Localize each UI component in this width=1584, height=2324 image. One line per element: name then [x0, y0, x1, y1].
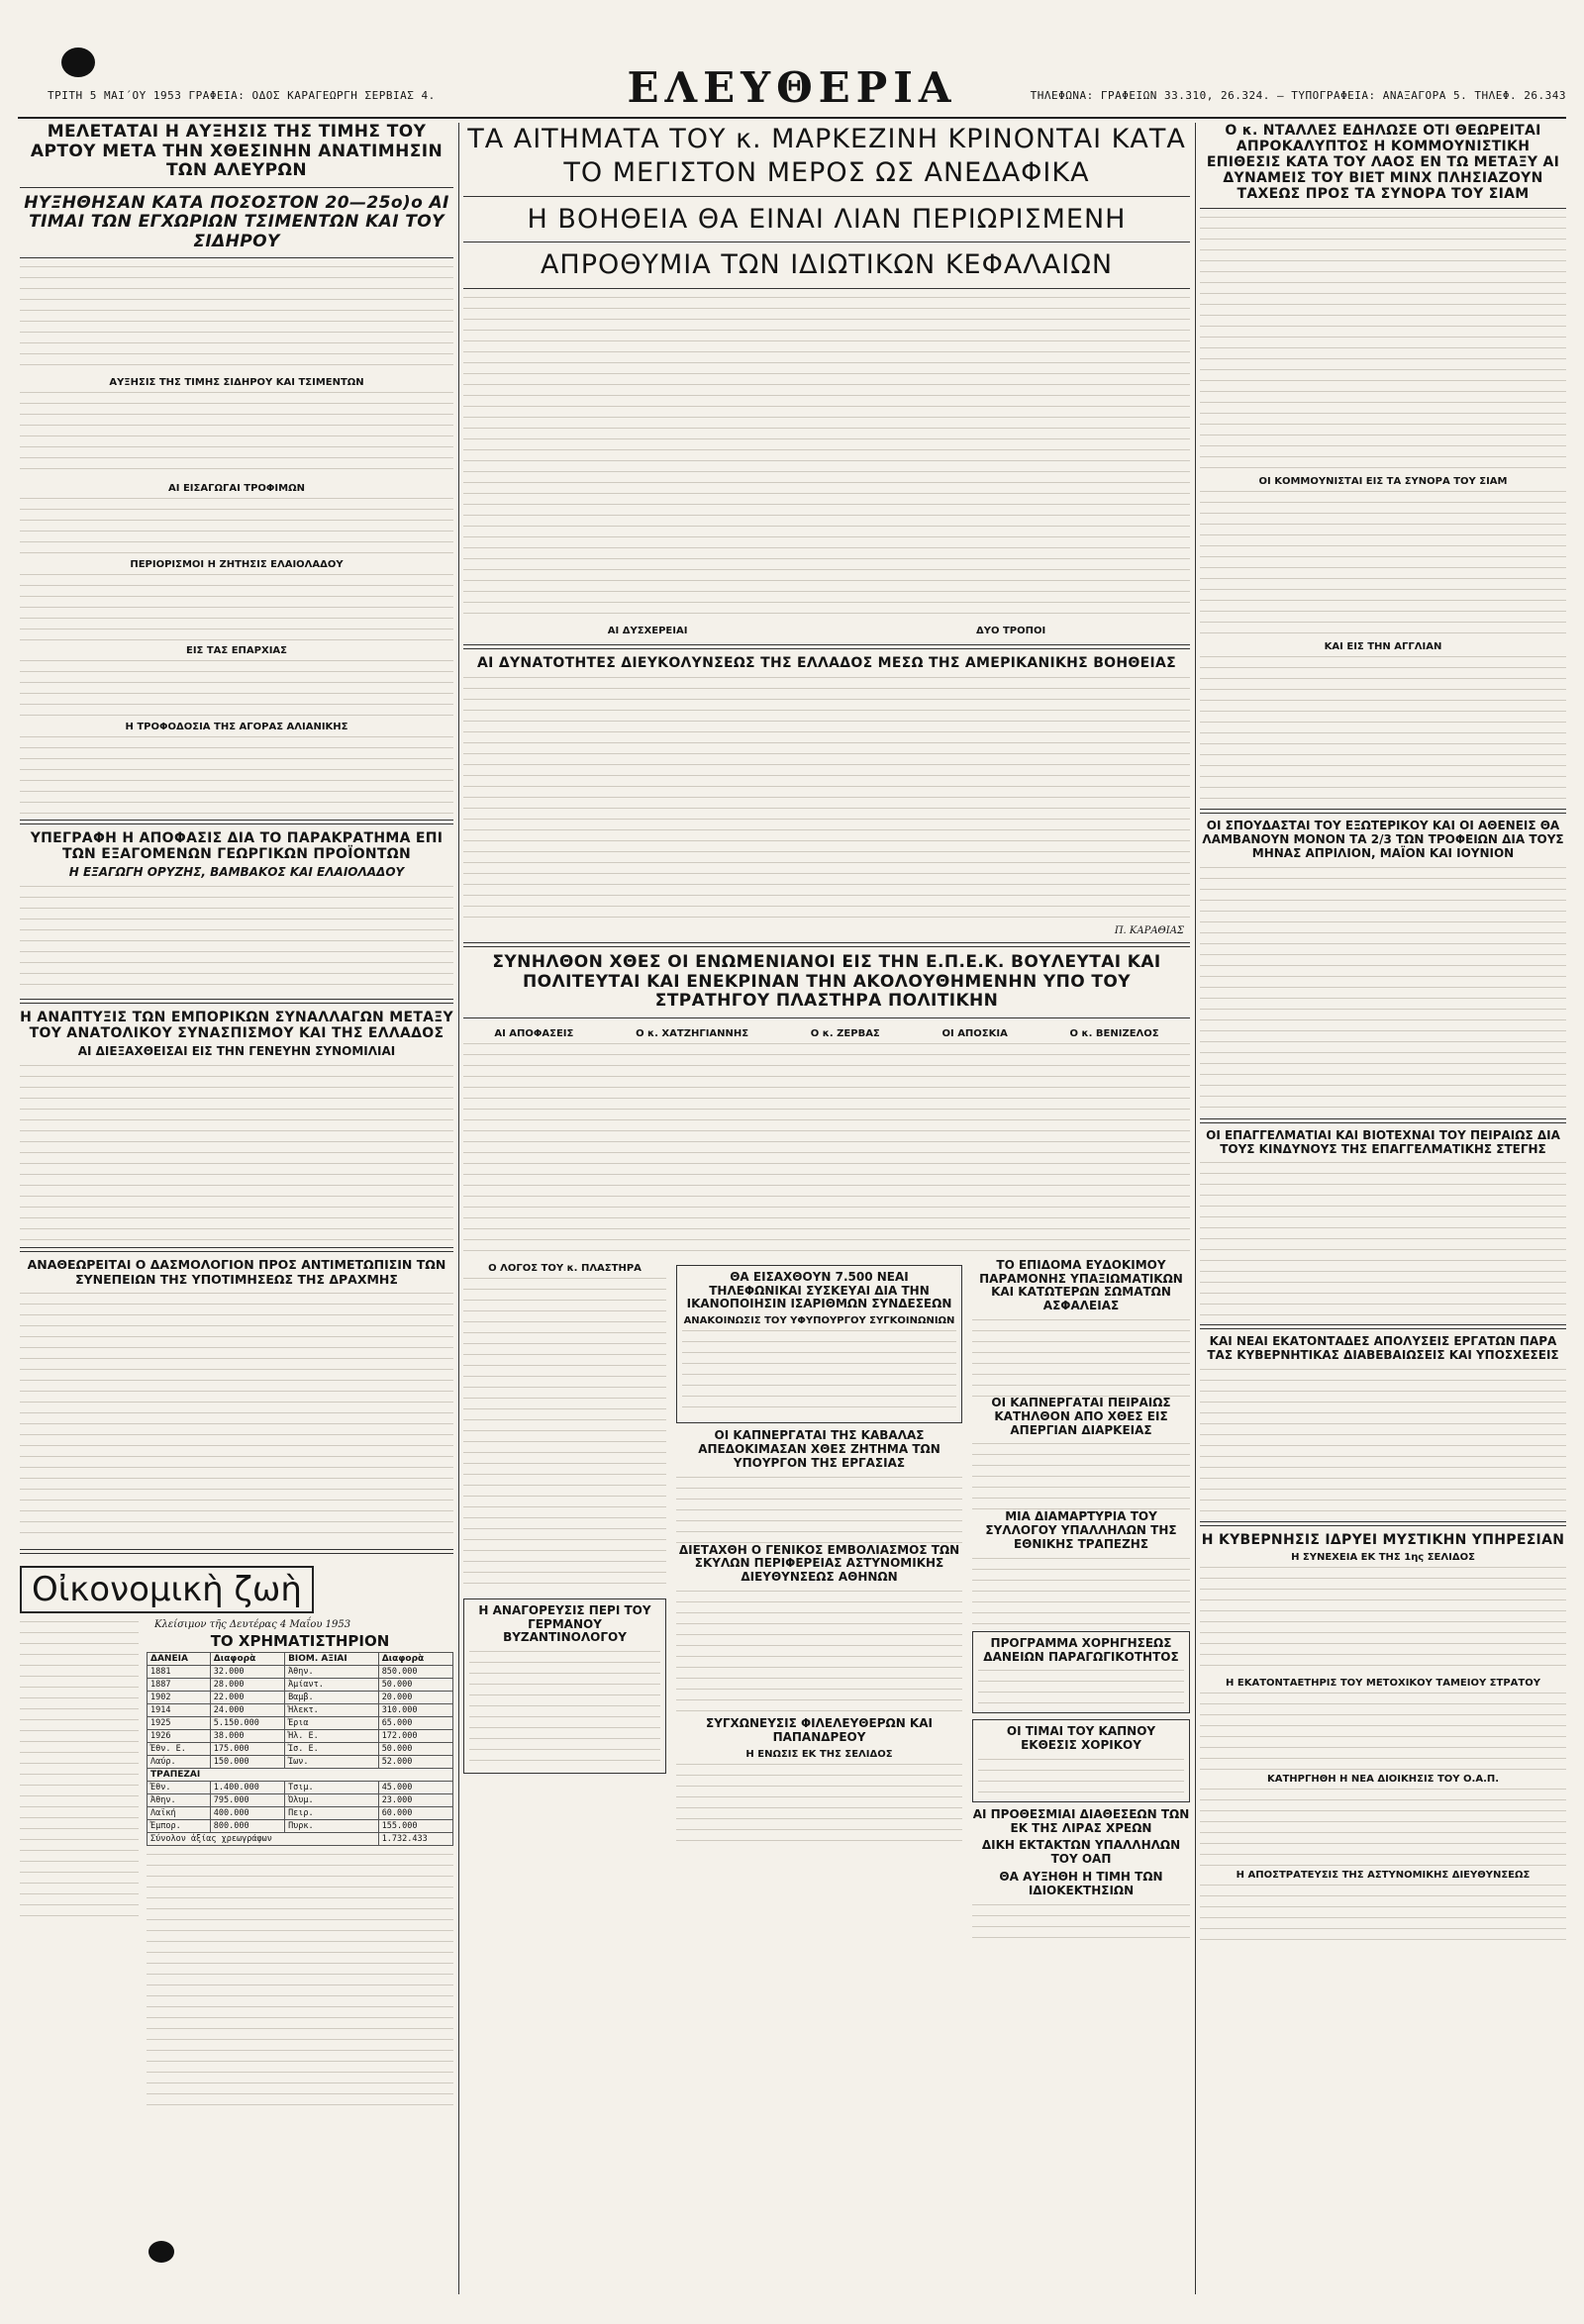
- article-body: [20, 496, 453, 555]
- cell: 1926: [148, 1730, 211, 1743]
- subheading: ΕΙΣ ΤΑΣ ΕΠΑΡΧΙΑΣ: [185, 645, 287, 657]
- cell: Ἀθην.: [285, 1666, 379, 1679]
- cell: 150.000: [210, 1756, 284, 1769]
- bourse-header: ΔΑΝΕΙΑ: [148, 1653, 211, 1666]
- subheading: ΚΑΙ ΕΙΣ ΤΗΝ ΑΓΓΛΙΑΝ: [1324, 641, 1442, 653]
- column-right: [1200, 123, 1566, 2294]
- table-row: [148, 1743, 453, 1756]
- article-body: [1200, 1787, 1566, 1866]
- table-row: [148, 1666, 453, 1679]
- cell: Πειρ.: [285, 1807, 379, 1820]
- cell: 32.000: [210, 1666, 284, 1679]
- headline: ΟΙ ΤΙΜΑΙ ΤΟΥ ΚΑΠΝΟΥ ΕΚΘΕΣΙΣ ΧΟΡΙΚΟΥ: [1006, 1724, 1156, 1753]
- cell: Ἀθην.: [148, 1794, 211, 1807]
- cell: 24.000: [210, 1704, 284, 1717]
- table-row: [148, 1704, 453, 1717]
- economy-section: [20, 1619, 453, 2109]
- cell: 20.000: [378, 1692, 452, 1704]
- article-body: [1200, 1691, 1566, 1770]
- cell: 850.000: [378, 1666, 452, 1679]
- headline: ΔΙΕΤΑΧΘΗ Ο ΓΕΝΙΚΟΣ ΕΜΒΟΛΙΑΣΜΟΣ ΤΩΝ ΣΚΥΛΩΝ ΠΕΡΙΦΕΡΕΙΑΣ ΑΣΤΥΝΟΜΙΚΗΣ ΔΙΕΥΘΥΝΣΕΩΣ ΑΘΗΝΩΝ: [678, 1542, 960, 1585]
- cell: 1887: [148, 1679, 211, 1692]
- section-title-economy: Οἰκονομικὴ ζωὴ: [20, 1566, 314, 1613]
- byline: Π. ΚΑΡΑΘΙΑΣ: [1114, 925, 1184, 937]
- article-body: [463, 675, 1190, 922]
- headline: ΜΕΛΕΤΑΤΑΙ Η ΑΥΞΗΣΙΣ ΤΗΣ ΤΙΜΗΣ ΤΟΥ ΑΡΤΟΥ ΜΕΤΑ ΤΗΝ ΧΘΕΣΙΝΗΝ ΑΝΑΤΙΜΗΣΙΝ ΤΩΝ ΑΛΕΥΡΩΝ: [30, 123, 444, 181]
- headline: ΟΙ ΣΠΟΥΔΑΣΤΑΙ ΤΟΥ ΕΞΩΤΕΡΙΚΟΥ ΚΑΙ ΟΙ ΑΘΕΝΕΙΣ ΘΑ ΛΑΜΒΑΝΟΥΝ ΜΟΝΟΝ ΤΑ 2/3 ΤΩΝ ΤΡΟΦΕΙΩΝ ΔΙΑ ΤΟΥΣ ΜΗΝΑΣ ΑΠΡΙΛΙΟΝ, ΜΑΪΟΝ ΚΑΙ ΙΟΥΝΙΟΝ: [1202, 819, 1564, 861]
- article-body: [676, 1475, 962, 1544]
- subheading: ΟΙ ΑΠΟΣΚΙΑ: [941, 1027, 1008, 1039]
- cell: 38.000: [210, 1730, 284, 1743]
- headline: ΣΥΓΧΩΝΕΥΣΙΣ ΦΙΛΕΛΕΥΘΕΡΩΝ ΚΑΙ ΠΑΠΑΝΔΡΕΟΥ: [706, 1715, 933, 1744]
- article-body: [682, 1328, 956, 1417]
- cell: 60.000: [378, 1807, 452, 1820]
- main-headline-3: ΑΠΡΟΘΥΜΙΑ ΤΩΝ ΙΔΙΩΤΙΚΩΝ ΚΕΦΑΛΑΙΩΝ: [540, 249, 1114, 281]
- table-total-row: [148, 1833, 453, 1846]
- bourse-header: ΒΙΟΜ. ΑΞΙΑΙ: [285, 1653, 379, 1666]
- headline: Η ΑΝΑΓΟΡΕΥΣΙΣ ΠΕΡΙ ΤΟΥ ΓΕΡΜΑΝΟΥ ΒΥΖΑΝΤΙΝΟΛΟΓΟΥ: [478, 1602, 651, 1645]
- article-body: [1200, 1565, 1566, 1674]
- article-body: [20, 734, 453, 814]
- cell: 155.000: [378, 1820, 452, 1833]
- article-body: [972, 1902, 1190, 1942]
- article-body: [463, 1041, 1190, 1259]
- column-center: [463, 123, 1190, 2294]
- article-body: [463, 295, 1190, 622]
- column-left: [20, 123, 453, 2294]
- cell: 50.000: [378, 1679, 452, 1692]
- article-body: [978, 1757, 1184, 1796]
- bourse-title: ΤΟ ΧΡΗΜΑΤΙΣΤΗΡΙΟΝ: [210, 1632, 390, 1650]
- article-body: [20, 884, 453, 993]
- article-body: [20, 264, 453, 373]
- cell: 50.000: [378, 1743, 452, 1756]
- table-row: [148, 1692, 453, 1704]
- cell: 1925: [148, 1717, 211, 1730]
- subheading: ΟΙ ΚΟΜΜΟΥΝΙΣΤΑΙ ΕΙΣ ΤΑ ΣΥΝΟΡΑ ΤΟΥ ΣΙΑΜ: [1258, 476, 1508, 488]
- cell: 175.000: [210, 1743, 284, 1756]
- headline: ΟΙ ΕΠΑΓΓΕΛΜΑΤΙΑΙ ΚΑΙ ΒΙΟΤΕΧΝΑΙ ΤΟΥ ΠΕΙΡΑΙΩΣ ΔΙΑ ΤΟΥΣ ΚΙΝΔΥΝΟΥΣ ΤΗΣ ΕΠΑΓΓΕΛΜΑΤΙΚΗΣ ΣΤΕΓΗΣ: [1206, 1127, 1560, 1156]
- headline: ΣΥΝΗΛΘΟΝ ΧΘΕΣ ΟΙ ΕΝΩΜΕΝΙΑΝΟΙ ΕΙΣ ΤΗΝ Ε.Π.Ε.Κ. ΒΟΥΛΕΥΤΑΙ ΚΑΙ ΠΟΛΙΤΕΥΤΑΙ ΚΑΙ ΕΝΕΚΡΙΝΑΝ ΤΗΝ ΑΚΟΛΟΥΘΗΜΕΝΗΝ ΥΠΟ ΤΟΥ ΣΤΡΑΤΗΓΟΥ ΠΛΑΣΤΗΡΑ ΠΟΛΙΤΙΚΗΝ: [492, 952, 1161, 1012]
- subheading: Η ΑΠΟΣΤΡΑΤΕΥΣΙΣ ΤΗΣ ΑΣΤΥΝΟΜΙΚΗΣ ΔΙΕΥΘΥΝΣΕΩΣ: [1236, 1870, 1531, 1882]
- cell: 310.000: [378, 1704, 452, 1717]
- table-subheader: [148, 1769, 453, 1782]
- article-body: [469, 1649, 660, 1768]
- masthead: [18, 6, 1566, 112]
- newspaper-title: ΕΛΕΥΘΕΡΙΑ: [627, 63, 957, 112]
- subheading: Η ΕΝΩΣΙΣ ΕΚ ΤΗΣ ΣΕΛΙΔΟΣ: [745, 1748, 893, 1760]
- subheading: Η ΣΥΝΕΧΕΙΑ ΕΚ ΤΗΣ 1ης ΣΕΛΙΔΟΣ: [1291, 1552, 1475, 1564]
- subheading: ΑΥΞΗΣΙΣ ΤΗΣ ΤΙΜΗΣ ΣΙΔΗΡΟΥ ΚΑΙ ΤΣΙΜΕΝΤΩΝ: [109, 377, 364, 389]
- article-body: [676, 1762, 962, 1851]
- table-row: [148, 1782, 453, 1794]
- ink-blot: [148, 2241, 174, 2263]
- bourse-header: Διαφορὰ: [210, 1653, 284, 1666]
- article-body: [1200, 1367, 1566, 1515]
- cell: 28.000: [210, 1679, 284, 1692]
- headline: ΘΑ ΕΙΣΑΧΘΟΥΝ 7.500 ΝΕΑΙ ΤΗΛΕΦΩΝΙΚΑΙ ΣΥΣΚΕΥΑΙ ΔΙΑ ΤΗΝ ΙΚΑΝΟΠΟΙΗΣΙΝ ΙΣΑΡΙΘΜΩΝ ΣΥΝΔΕΣΕΩΝ: [686, 1269, 952, 1311]
- subheading: Η ΤΡΟΦΟΔΟΣΙΑ ΤΗΣ ΑΓΟΡΑΣ ΑΛΙΑΝΙΚΗΣ: [125, 722, 348, 733]
- subheading: Η ΕΚΑΤΟΝΤΑΕΤΗΡΙΣ ΤΟΥ ΜΕΤΟΧΙΚΟΥ ΤΑΜΕΙΟΥ ΣΤΡΑΤΟΥ: [1226, 1678, 1540, 1690]
- subheadline: Η ΕΞΑΓΩΓΗ ΟΡΥΖΗΣ, ΒΑΜΒΑΚΟΣ ΚΑΙ ΕΛΑΙΟΛΑΔΟΥ: [68, 865, 405, 880]
- masthead-rule: [18, 117, 1566, 119]
- article-body: [972, 1441, 1190, 1510]
- article-body: [676, 1589, 962, 1717]
- total-value: 1.732.433: [378, 1833, 452, 1846]
- headline: Η ΚΥΒΕΡΝΗΣΙΣ ΙΔΡΥΕΙ ΜΥΣΤΙΚΗΝ ΥΠΗΡΕΣΙΑΝ: [1201, 1532, 1565, 1549]
- cell: Ἐθν.: [148, 1782, 211, 1794]
- column-divider: [1195, 123, 1196, 2294]
- article-body: [20, 390, 453, 479]
- cell: Λαύρ.: [148, 1756, 211, 1769]
- cell: 1881: [148, 1666, 211, 1679]
- article-body: [972, 1556, 1190, 1625]
- cell: 172.000: [378, 1730, 452, 1743]
- subheading: ΑΝΑΚΟΙΝΩΣΙΣ ΤΟΥ ΥΦΥΠΟΥΡΓΟΥ ΣΥΓΚΟΙΝΩΝΙΩΝ: [683, 1315, 955, 1327]
- subheading: Ο κ. ΧΑΤΖΗΓΙΑΝΝΗΣ: [636, 1027, 749, 1039]
- cell: Ἐμπορ.: [148, 1820, 211, 1833]
- masthead-date-address: ΤΡΙΤΗ 5 ΜΑΙ΄ΟΥ 1953 ΓΡΑΦΕΙΑ: ΟΔΟΣ ΚΑΡΑΓΕΩΡΓΗ ΣΕΡΒΙΑΣ 4.: [48, 89, 436, 102]
- article-body: [1200, 654, 1566, 803]
- subheading: Ο κ. ΒΕΝΙΖΕΛΟΣ: [1069, 1027, 1159, 1039]
- article-body: [20, 572, 453, 641]
- cell: 1902: [148, 1692, 211, 1704]
- cell: 1914: [148, 1704, 211, 1717]
- headline: ΚΑΙ ΝΕΑΙ ΕΚΑΤΟΝΤΑΔΕΣ ΑΠΟΛΥΣΕΙΣ ΕΡΓΑΤΩΝ ΠΑΡΑ ΤΑΣ ΚΥΒΕΡΝΗΤΙΚΑΣ ΔΙΑΒΕΒΑΙΩΣΕΙΣ ΚΑΙ ΥΠΟΣΧΕΣΕΙΣ: [1207, 1334, 1559, 1363]
- cell: 22.000: [210, 1692, 284, 1704]
- table-row: [148, 1730, 453, 1743]
- article-body: [972, 1317, 1190, 1397]
- cell: 52.000: [378, 1756, 452, 1769]
- column-divider: [458, 123, 459, 2294]
- cell: Ἐθν. Ε.: [148, 1743, 211, 1756]
- cell: 65.000: [378, 1717, 452, 1730]
- cell: Ἰων.: [285, 1756, 379, 1769]
- main-headline: ΤΑ ΑΙΤΗΜΑΤΑ ΤΟΥ κ. ΜΑΡΚΕΖΙΝΗ ΚΡΙΝΟΝΤΑΙ ΚΑΤΑ ΤΟ ΜΕΓΙΣΤΟΝ ΜΕΡΟΣ ΩΣ ΑΝΕΔΑΦΙΚΑ: [467, 124, 1186, 188]
- subheading: ΠΕΡΙΟΡΙΣΜΟΙ Η ΖΗΤΗΣΙΣ ΕΛΑΙΟΛΑΔΟΥ: [130, 559, 344, 571]
- cell: Ὀλυμ.: [285, 1794, 379, 1807]
- article-body: [20, 1619, 139, 1916]
- article-body: [463, 1276, 666, 1593]
- cell: Ἰσ. Ε.: [285, 1743, 379, 1756]
- cell: 45.000: [378, 1782, 452, 1794]
- headline: ΟΙ ΚΑΠΝΕΡΓΑΤΑΙ ΠΕΙΡΑΙΩΣ ΚΑΤΗΛΘΟΝ ΑΠΟ ΧΘΕΣ ΕΙΣ ΑΠΕΡΓΙΑΝ ΔΙΑΡΚΕΙΑΣ: [991, 1395, 1171, 1437]
- table-row: [148, 1794, 453, 1807]
- headline: Η ΑΝΑΠΤΥΞΙΣ ΤΩΝ ΕΜΠΟΡΙΚΩΝ ΣΥΝΑΛΛΑΓΩΝ ΜΕΤΑΞΥ ΤΟΥ ΑΝΑΤΟΛΙΚΟΥ ΣΥΝΑΣΠΙΣΜΟΥ ΚΑΙ ΤΗΣ ΕΛΛΑΔΟΣ: [20, 1010, 453, 1042]
- subheading: ΔΥΟ ΤΡΟΠΟΙ: [975, 626, 1046, 636]
- article-body: [1200, 215, 1566, 472]
- bourse-subheader: ΤΡΑΠΕΖΑΙ: [148, 1769, 453, 1782]
- article-body: [978, 1668, 1184, 1707]
- subheading: ΑΙ ΔΥΣΧΕΡΕΙΑΙ: [607, 626, 688, 636]
- article-body: [1200, 489, 1566, 637]
- cell: Πυρκ.: [285, 1820, 379, 1833]
- cell: 1.400.000: [210, 1782, 284, 1794]
- cell: 23.000: [378, 1794, 452, 1807]
- masthead-phones: ΤΗΛΕΦΩΝΑ: ΓΡΑΦΕΙΩΝ 33.310, 26.324. — ΤΥΠΟΓΡΑΦΕΙΑ: ΑΝΑΞΑΓΟΡΑ 5. ΤΗΛΕΦ. 26.343: [1030, 89, 1566, 102]
- headline: Ο κ. ΝΤΑΛΛΕΣ ΕΔΗΛΩΣΕ ΟΤΙ ΘΕΩΡΕΙΤΑΙ ΑΠΡΟΚΑΛΥΠΤΟΣ Η ΚΟΜΜΟΥΝΙΣΤΙΚΗ ΕΠΙΘΕΣΙΣ ΚΑΤΑ ΤΟΥ ΛΑΟΣ ΕΝ ΤΩ ΜΕΤΑΞΥ ΑΙ ΔΥΝΑΜΕΙΣ ΤΟΥ ΒΙΕΤ ΜΙΝΧ ΠΛΗΣΙΑΖΟΥΝ ΤΑΧΕΩΣ ΠΡΟΣ ΤΑ ΣΥΝΟΡΑ ΤΟΥ ΣΙΑΜ: [1206, 123, 1560, 203]
- article-body: [20, 1291, 453, 1543]
- article-body: [20, 1063, 453, 1241]
- article-body: [1200, 1883, 1566, 1942]
- table-row: [148, 1717, 453, 1730]
- headline: ΜΙΑ ΔΙΑΜΑΡΤΥΡΙΑ ΤΟΥ ΣΥΛΛΟΓΟΥ ΥΠΑΛΛΗΛΩΝ ΤΗΣ ΕΘΝΙΚΗΣ ΤΡΑΠΕΖΗΣ: [985, 1509, 1177, 1551]
- subheadline: ΑΙ ΔΙΕΞΑΧΘΕΙΣΑΙ ΕΙΣ ΤΗΝ ΓΕΝΕΥΗΝ ΣΥΝΟΜΙΛΙΑΙ: [77, 1044, 396, 1059]
- headline: ΑΙ ΠΡΟΘΕΣΜΙΑΙ ΔΙΑΘΕΣΕΩΝ ΤΩΝ ΕΚ ΤΗΣ ΛΙΡΑΣ ΧΡΕΩΝ: [972, 1806, 1190, 1835]
- cell: 5.150.000: [210, 1717, 284, 1730]
- cell: Ἠλεκτ.: [285, 1704, 379, 1717]
- subheading: ΚΑΤΗΡΓΗΘΗ Η ΝΕΑ ΔΙΟΙΚΗΣΙΣ ΤΟΥ Ο.Α.Π.: [1266, 1774, 1500, 1786]
- cell: Ἠλ. Ε.: [285, 1730, 379, 1743]
- table-row: [148, 1756, 453, 1769]
- table-row: [148, 1820, 453, 1833]
- headline: ΥΠΕΓΡΑΦΗ Η ΑΠΟΦΑΣΙΣ ΔΙΑ ΤΟ ΠΑΡΑΚΡΑΤΗΜΑ ΕΠΙ ΤΩΝ ΕΞΑΓΟΜΕΝΩΝ ΓΕΩΡΓΙΚΩΝ ΠΡΟΪΟΝΤΩΝ: [30, 830, 444, 863]
- subheading: ΑΙ ΑΠΟΦΑΣΕΙΣ: [494, 1027, 574, 1039]
- table-row: [148, 1807, 453, 1820]
- headline: ΔΙΚΗ ΕΚΤΑΚΤΩΝ ΥΠΑΛΛΗΛΩΝ ΤΟΥ ΟΑΠ: [981, 1838, 1181, 1867]
- cell: Ἐρια: [285, 1717, 379, 1730]
- headline: ΟΙ ΚΑΠΝΕΡΓΑΤΑΙ ΤΗΣ ΚΑΒΑΛΑΣ ΑΠΕΔΟΚΙΜΑΣΑΝ ΧΘΕΣ ΖΗΤΗΜΑ ΤΩΝ ΥΠΟΥΡΓΟΝ ΤΗΣ ΕΡΓΑΣΙΑΣ: [698, 1428, 940, 1470]
- article-body: [20, 658, 453, 718]
- cell: 400.000: [210, 1807, 284, 1820]
- headline: ΑΙ ΔΥΝΑΤΟΤΗΤΕΣ ΔΙΕΥΚΟΛΥΝΣΕΩΣ ΤΗΣ ΕΛΛΑΔΟΣ ΜΕΣΩ ΤΗΣ ΑΜΕΡΙΚΑΝΙΚΗΣ ΒΟΗΘΕΙΑΣ: [477, 655, 1176, 671]
- headline: ΤΟ ΕΠΙΔΟΜΑ ΕΥΔΟΚΙΜΟΥ ΠΑΡΑΜΟΝΗΣ ΥΠΑΞΙΩΜΑΤΙΚΩΝ ΚΑΙ ΚΑΤΩΤΕΡΩΝ ΣΩΜΑΤΩΝ ΑΣΦΑΛΕΙΑΣ: [979, 1257, 1183, 1313]
- subheading: Ο κ. ΖΕΡΒΑΣ: [810, 1027, 880, 1039]
- subheading: Ο ΛΟΓΟΣ ΤΟΥ κ. ΠΛΑΣΤΗΡΑ: [488, 1262, 642, 1274]
- main-headline-2: Η ΒΟΗΘΕΙΑ ΘΑ ΕΙΝΑΙ ΛΙΑΝ ΠΕΡΙΩΡΙΣΜΕΝΗ: [527, 203, 1127, 235]
- cell: Λαϊκή: [148, 1807, 211, 1820]
- bourse-date: Κλείσιμον τῆς Δευτέρας 4 Μαΐου 1953: [154, 1619, 351, 1630]
- cell: Τσιμ.: [285, 1782, 379, 1794]
- cell: Ἀμίαντ.: [285, 1679, 379, 1692]
- article-body: [147, 1852, 453, 2109]
- bourse-table: [147, 1652, 453, 1846]
- cell: Βαμβ.: [285, 1692, 379, 1704]
- bourse-header: Διαφορὰ: [378, 1653, 452, 1666]
- headline: ΘΑ ΑΥΞΗΘΗ Η ΤΙΜΗ ΤΩΝ ΙΔΙΟΚΕΚΤΗΣΙΩΝ: [999, 1870, 1163, 1897]
- article-body: [1200, 865, 1566, 1113]
- subheading: ΑΙ ΕΙΣΑΓΩΓΑΙ ΤΡΟΦΙΜΩΝ: [168, 483, 305, 495]
- cell: 795.000: [210, 1794, 284, 1807]
- table-row: [148, 1679, 453, 1692]
- headline: ΗΥΞΗΘΗΣΑΝ ΚΑΤΑ ΠΟΣΟΣΤΟΝ 20—25ο)ο ΑΙ ΤΙΜΑΙ ΤΩΝ ΕΓΧΩΡΙΩΝ ΤΣΙΜΕΝΤΩΝ ΚΑΙ ΤΟΥ ΣΙΔΗΡΟΥ: [24, 192, 449, 251]
- headline: ΠΡΟΓΡΑΜΜΑ ΧΟΡΗΓΗΣΕΩΣ ΔΑΝΕΙΩΝ ΠΑΡΑΓΩΓΙΚΟΤΗΤΟΣ: [983, 1635, 1179, 1664]
- article-body: [1200, 1160, 1566, 1318]
- total-label: Σύνολον ἀξίας χρεωγράφων: [148, 1833, 379, 1846]
- headline: ΑΝΑΘΕΩΡΕΙΤΑΙ Ο ΔΑΣΜΟΛΟΓΙΟΝ ΠΡΟΣ ΑΝΤΙΜΕΤΩΠΙΣΙΝ ΤΩΝ ΣΥΝΕΠΕΙΩΝ ΤΗΣ ΥΠΟΤΙΜΗΣΕΩΣ ΤΗΣ ΔΡΑΧΜΗΣ: [27, 1257, 446, 1287]
- cell: 800.000: [210, 1820, 284, 1833]
